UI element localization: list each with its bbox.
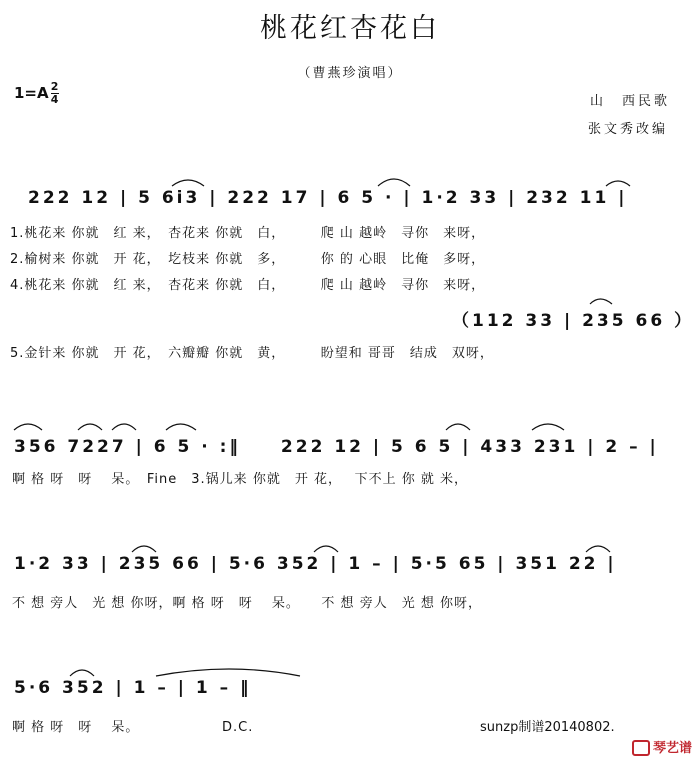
- time-signature: [51, 82, 59, 105]
- notation-system-1: 222 12 | 5 6i3 | 222 17 | 6 5 · | 1·2 33 | 232 11 |: [28, 188, 628, 208]
- time-numerator: 2: [50, 80, 59, 93]
- arranger-credit: 张文秀改编: [588, 122, 669, 137]
- music-line-1: [0, 188, 700, 218]
- lyric-verse-5: 5.金针来 你就 开 花， 六瓣瓣 你就 黄， 盼望和 哥哥 结成 双呀，: [10, 346, 494, 361]
- music-line-5: [0, 678, 700, 708]
- song-title: 桃花红杏花白: [260, 13, 440, 44]
- lyric-verse-1: 1.桃花来 你就 红 来， 杏花来 你就 白， 爬 山 越岭 寻你 来呀，: [10, 226, 486, 241]
- lyric-line-3: 啊 格 呀 呀 呆。 Fine 3.锅儿来 你就 开 花， 下不上 你 就 米，: [12, 472, 468, 487]
- transcriber-signature: sunzp制谱20140802.: [480, 720, 615, 735]
- watermark-logo: [632, 737, 692, 757]
- lyric-line-4: 不 想 旁人 光 想 你呀，啊 格 呀 呀 呆。 不 想 旁人 光 想 你呀，: [12, 596, 482, 611]
- time-denominator: 4: [50, 93, 59, 106]
- lyric-line-5: 啊 格 呀 呀 呆。 D.C.: [12, 720, 254, 735]
- music-line-2: [0, 306, 700, 336]
- notation-system-3: 356 7227 | 6 5 · :‖ 222 12 | 5 6 5 | 433 231 | 2 – |: [14, 437, 659, 457]
- key-signature: [14, 82, 59, 105]
- notation-system-2: （112 33 | 235 66 ）: [452, 311, 695, 331]
- lyric-verse-2: 2.榆树来 你就 开 花， 圪枝来 你就 多， 你 的 心眼 比俺 多呀，: [10, 252, 486, 267]
- origin-credit: 山 西民歌: [590, 94, 671, 109]
- key-label: 1=A: [14, 84, 49, 102]
- notation-system-4: 1·2 33 | 235 66 | 5·6 352 | 1 – | 5·5 65 | 351 22 |: [14, 554, 617, 574]
- lyric-line-1-1: [0, 222, 700, 242]
- lyric-line-2-1: [0, 342, 700, 362]
- lyric-line-1-2: [0, 248, 700, 268]
- performer-subtitle: （曹燕珍演唱）: [297, 66, 403, 81]
- notation-system-5: 5·6 352 | 1 – | 1 – ‖: [14, 678, 252, 698]
- watermark-text: 琴艺谱: [652, 740, 692, 756]
- lyric-line-4-1: [0, 592, 700, 612]
- lyric-line-3-1: [0, 468, 700, 488]
- lyric-line-1-3: [0, 274, 700, 294]
- music-line-4: [0, 554, 700, 584]
- lyric-verse-4: 4.桃花来 你就 红 来， 杏花来 你就 白， 爬 山 越岭 寻你 来呀，: [10, 278, 486, 293]
- music-line-3: [0, 432, 700, 462]
- logo-icon: [632, 740, 650, 756]
